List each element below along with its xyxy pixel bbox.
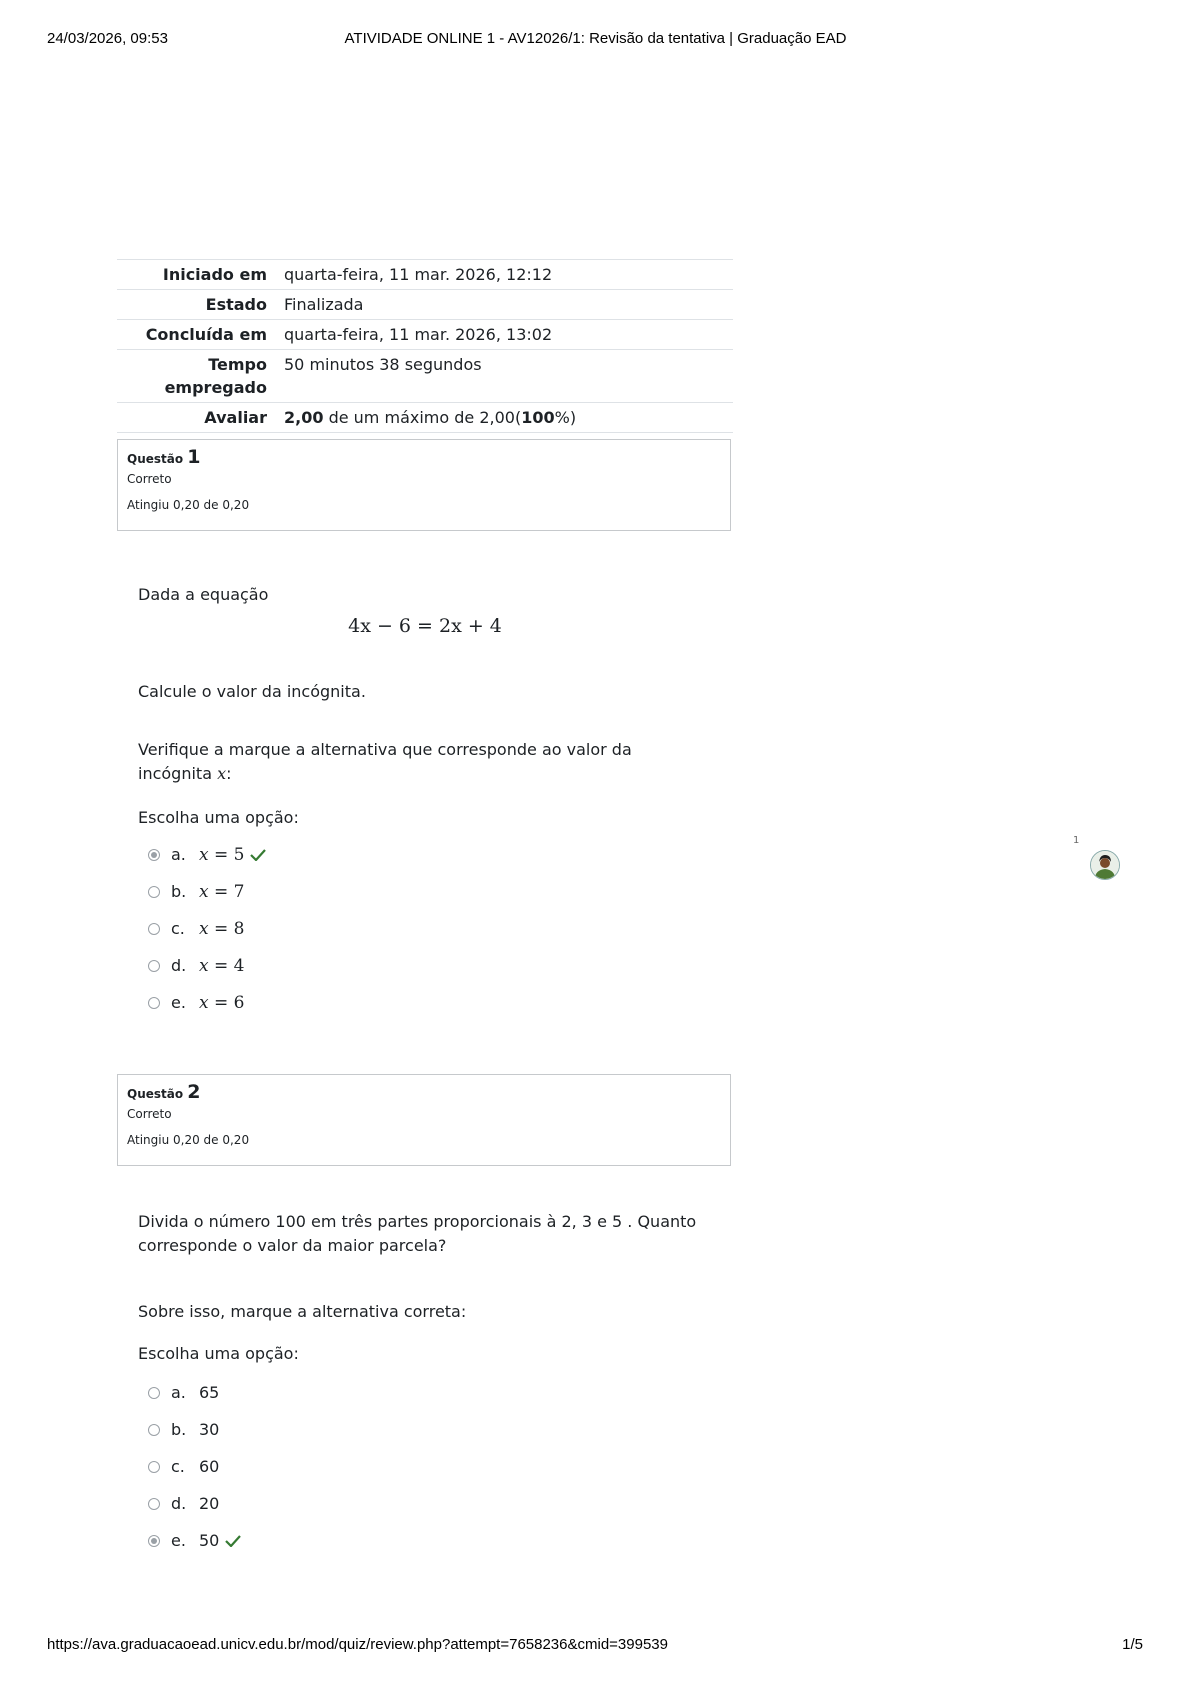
summary-value: quarta-feira, 11 mar. 2026, 12:12 xyxy=(284,265,553,284)
option-value: 50 xyxy=(199,1531,220,1550)
question-1-text-1: Calcule o valor da incógnita. xyxy=(138,682,366,701)
text-2-end: : xyxy=(226,764,232,783)
radio-button-selected[interactable] xyxy=(148,1535,160,1547)
correct-check-icon xyxy=(250,849,266,861)
answer-option-c[interactable] xyxy=(148,1448,648,1485)
question-2-info xyxy=(117,1074,731,1166)
question-2-text-1: Divida o número 100 em três partes proporcionais à 2, 3 e 5 . Quanto corresponde o valor da maior parcela? xyxy=(138,1212,697,1255)
option-letter: d. xyxy=(171,956,187,975)
option-variable: x xyxy=(199,918,209,939)
question-1-info xyxy=(117,439,731,531)
summary-label xyxy=(117,350,284,403)
equation-text: 4x − 6 = 2x + 4 xyxy=(348,615,502,637)
question-label: Questão xyxy=(127,1087,184,1101)
option-letter: c. xyxy=(171,919,185,938)
grade-mid: de um máximo de 2,00( xyxy=(328,408,522,427)
summary-label: Estado xyxy=(205,295,267,314)
radio-button[interactable] xyxy=(148,886,160,898)
option-letter: e. xyxy=(171,1531,186,1550)
option-number: 6 xyxy=(233,992,245,1013)
option-equals: = xyxy=(208,844,234,865)
option-value xyxy=(199,845,244,865)
question-label: Questão xyxy=(127,452,184,466)
question-grade: Atingiu 0,20 de 0,20 xyxy=(127,498,250,512)
summary-value: Finalizada xyxy=(284,295,364,314)
question-1-answers xyxy=(148,836,648,1021)
question-grade: Atingiu 0,20 de 0,20 xyxy=(127,1133,250,1147)
question-number xyxy=(127,446,721,468)
summary-label: Iniciado em xyxy=(162,265,267,284)
option-value: 60 xyxy=(199,1457,220,1476)
option-number: 4 xyxy=(233,955,245,976)
answer-option-e[interactable] xyxy=(148,984,648,1021)
user-avatar[interactable] xyxy=(1090,850,1120,880)
answer-option-a[interactable] xyxy=(148,1374,648,1411)
option-variable: x xyxy=(199,992,209,1013)
answer-option-c[interactable] xyxy=(148,910,648,947)
radio-button-selected[interactable] xyxy=(148,849,160,861)
radio-button[interactable] xyxy=(148,960,160,972)
time-label-line-2: empregado xyxy=(164,378,267,397)
time-label-line-1: Tempo xyxy=(208,355,267,374)
radio-button[interactable] xyxy=(148,997,160,1009)
answer-option-b[interactable] xyxy=(148,1411,648,1448)
text-2-main: Verifique a marque a alternativa que corresponde ao valor da incógnita xyxy=(138,740,632,783)
summary-row-completed xyxy=(117,320,733,350)
option-value xyxy=(199,956,244,976)
summary-value: 50 minutos 38 segundos xyxy=(284,355,482,374)
option-equals: = xyxy=(208,992,234,1013)
summary-row-time xyxy=(117,350,733,403)
summary-row-state xyxy=(117,290,733,320)
print-title: ATIVIDADE ONLINE 1 - AV12026/1: Revisão da tentativa | Graduação EAD xyxy=(344,30,847,47)
option-letter: a. xyxy=(171,845,186,864)
option-value xyxy=(199,919,244,939)
summary-value: quarta-feira, 11 mar. 2026, 13:02 xyxy=(284,325,553,344)
option-letter: b. xyxy=(171,1420,187,1439)
option-value: 30 xyxy=(199,1420,220,1439)
option-value: 20 xyxy=(199,1494,220,1513)
answer-option-d[interactable] xyxy=(148,947,648,984)
radio-button[interactable] xyxy=(148,923,160,935)
option-number: 5 xyxy=(233,844,245,865)
summary-row-grade xyxy=(117,403,733,433)
option-letter: c. xyxy=(171,1457,185,1476)
question-1-text-2 xyxy=(138,738,698,786)
option-letter: e. xyxy=(171,993,186,1012)
summary-value xyxy=(284,403,733,433)
answer-option-b[interactable] xyxy=(148,873,648,910)
question-1-equation xyxy=(0,615,850,637)
quiz-nav-count: 1 xyxy=(1073,835,1080,846)
summary-label: Concluída em xyxy=(145,325,267,344)
user-avatar-icon xyxy=(1091,851,1119,879)
question-1-intro: Dada a equação xyxy=(138,585,269,604)
question-number-value: 1 xyxy=(187,446,201,468)
radio-button[interactable] xyxy=(148,1424,160,1436)
question-2-answers xyxy=(148,1374,648,1559)
question-1-prompt: Escolha uma opção: xyxy=(138,808,299,827)
option-letter: b. xyxy=(171,882,187,901)
radio-button[interactable] xyxy=(148,1461,160,1473)
question-number-value: 2 xyxy=(187,1081,201,1103)
option-equals: = xyxy=(208,881,234,902)
summary-label: Avaliar xyxy=(204,408,267,427)
attempt-summary-table xyxy=(117,259,733,433)
summary-row-started xyxy=(117,260,733,290)
text-2-variable: x xyxy=(217,764,227,783)
print-page-number: 1/5 xyxy=(1122,1636,1143,1653)
option-letter: d. xyxy=(171,1494,187,1513)
option-variable: x xyxy=(199,844,209,865)
option-number: 7 xyxy=(233,881,245,902)
grade-percent: 100 xyxy=(521,408,555,427)
question-state: Correto xyxy=(127,472,172,486)
answer-option-e[interactable] xyxy=(148,1522,648,1559)
question-2-prompt: Escolha uma opção: xyxy=(138,1344,299,1363)
option-value: 65 xyxy=(199,1383,220,1402)
answer-option-d[interactable] xyxy=(148,1485,648,1522)
question-number xyxy=(127,1081,721,1103)
option-number: 8 xyxy=(233,918,245,939)
correct-check-icon xyxy=(225,1535,241,1547)
radio-button[interactable] xyxy=(148,1498,160,1510)
option-variable: x xyxy=(199,955,209,976)
option-equals: = xyxy=(208,918,234,939)
radio-button[interactable] xyxy=(148,1387,160,1399)
question-state: Correto xyxy=(127,1107,172,1121)
option-letter: a. xyxy=(171,1383,186,1402)
option-equals: = xyxy=(208,955,234,976)
answer-option-a[interactable] xyxy=(148,836,648,873)
grade-score: 2,00 xyxy=(284,408,324,427)
option-value xyxy=(199,993,244,1013)
option-value xyxy=(199,882,244,902)
option-variable: x xyxy=(199,881,209,902)
question-2-text-2: Sobre isso, marque a alternativa correta: xyxy=(138,1302,467,1321)
grade-end: %) xyxy=(554,408,577,427)
print-datetime: 24/03/2026, 09:53 xyxy=(47,30,168,47)
print-url: https://ava.graduacaoead.unicv.edu.br/mod/quiz/review.php?attempt=7658236&cmid=399539 xyxy=(47,1636,668,1653)
